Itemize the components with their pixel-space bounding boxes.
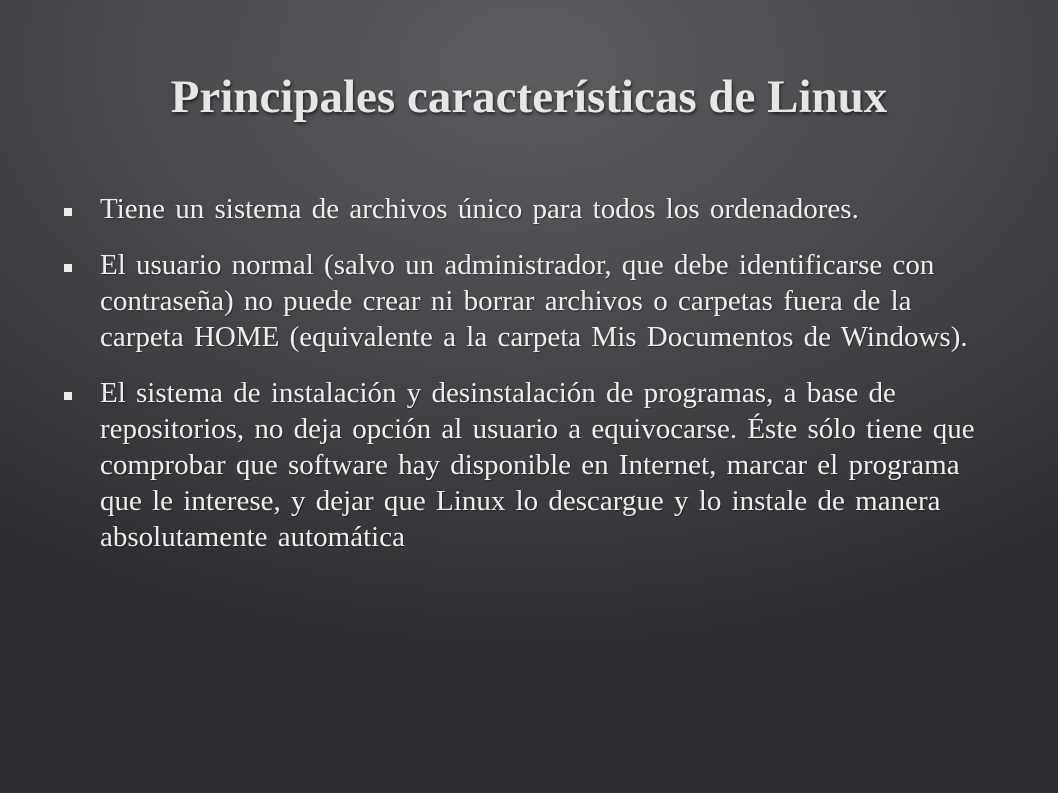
- square-bullet-icon: [64, 264, 72, 272]
- bullet-item: [64, 375, 984, 555]
- bullet-text: Tiene un sistema de archivos único para todos los ordenadores.: [100, 193, 859, 225]
- bullet-item: [64, 247, 984, 355]
- bullet-text: El usuario normal (salvo un administrador, que debe identificarse con contraseña) no puede crear ni borrar archivos o carpetas fuera de la carpeta HOME (equivalente a la carpeta Mis Documentos de Windows).: [100, 249, 968, 353]
- bullet-list: [64, 191, 984, 575]
- square-bullet-icon: [64, 208, 72, 216]
- bullet-text: El sistema de instalación y desinstalación de programas, a base de repositorios, no deja opción al usuario a equivocarse. Éste sólo tiene que comprobar que software hay disponible en Internet, marcar el programa que le interese, y dejar que Linux lo descargue y lo instale de manera absolutamente automática: [100, 377, 975, 553]
- bullet-item: [64, 191, 984, 227]
- square-bullet-icon: [64, 392, 72, 400]
- slide-title: Principales características de Linux: [170, 71, 888, 123]
